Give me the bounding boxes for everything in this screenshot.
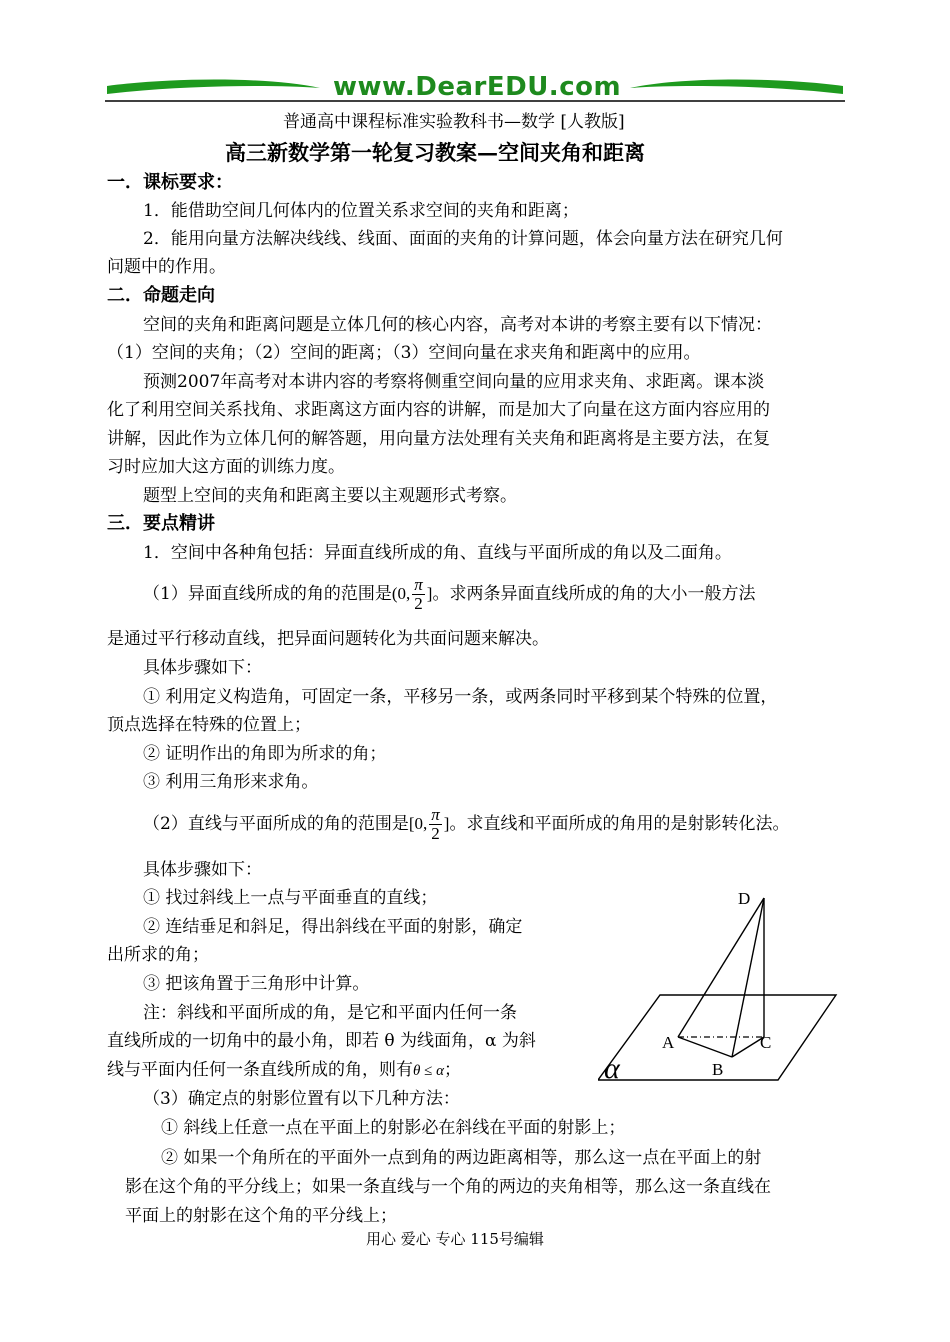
paragraph: （1）空间的夹角；（2）空间的距离；（3）空间向量在求夹角和距离中的应用。: [107, 343, 701, 363]
series-line: 普通高中课程标准实验教科书—数学 [人教版]: [283, 112, 625, 132]
interval-open: [0,: [408, 814, 428, 833]
item-2-text-post: 。求直线和平面所成的角用的是射影转化法。: [449, 814, 790, 834]
plane-angle-figure: [598, 880, 858, 1090]
label-B: B: [712, 1060, 724, 1079]
label-A: A: [662, 1033, 675, 1052]
step: ① 利用定义构造角，可固定一条，平移另一条，或两条同时平移到某个特殊的位置，: [143, 687, 778, 707]
paragraph: 具体步骤如下：: [143, 860, 262, 880]
note-end: ；: [443, 1060, 461, 1080]
theta-le-alpha: θ ≤ α: [413, 1063, 444, 1079]
paragraph: 空间的夹角和距离问题是立体几何的核心内容，高考对本讲的考察主要有以下情况：: [143, 315, 772, 335]
step: ① 找过斜线上一点与平面垂直的直线；: [143, 888, 438, 908]
label-D: D: [738, 889, 751, 908]
step: 顶点选择在特殊的位置上；: [107, 715, 311, 735]
page-title: 高三新数学第一轮复习教案—空间夹角和距离: [225, 140, 645, 165]
header-logo: [105, 72, 845, 108]
paragraph: 问题中的作用。: [107, 257, 226, 277]
page-footer: 用心 爱心 专心 115号编辑: [366, 1230, 544, 1248]
interval-open: (0,: [391, 584, 411, 603]
fraction-denominator: 2: [414, 594, 423, 613]
item-1-line: [143, 574, 755, 614]
segment-AB: [678, 1037, 732, 1057]
section-heading-2: 二．命题走向: [107, 285, 215, 306]
pi-over-2-fraction: [412, 576, 425, 613]
paragraph: 讲解，因此作为立体几何的解答题，用向量方法处理有关夹角和距离将是主要方法，在复: [107, 429, 770, 449]
paragraph: 预测2007年高考对本讲内容的考察将侧重空间向量的应用求夹角、求距离。课本淡: [143, 372, 765, 392]
method: ② 如果一个角所在的平面外一点到角的两边距离相等，那么这一点在平面上的射: [161, 1148, 762, 1168]
label-C: C: [760, 1033, 772, 1052]
item-2-text: （2）直线与平面所成的角的范围是: [143, 814, 409, 834]
paragraph: 2．能用向量方法解决线线、线面、面面的夹角的计算问题，体会向量方法在研究几何: [143, 229, 783, 249]
note-text: 线与平面内任何一条直线所成的角，则有: [107, 1060, 413, 1080]
paragraph: 具体步骤如下：: [143, 658, 262, 678]
paragraph: （3）确定点的射影位置有以下几种方法：: [143, 1089, 460, 1109]
section-heading-3: 三．要点精讲: [107, 513, 215, 534]
note: 注：斜线和平面所成的角，是它和平面内任何一条: [143, 1003, 517, 1023]
fraction-denominator: 2: [431, 824, 440, 843]
pi-over-2-fraction: [429, 806, 442, 843]
step: ② 证明作出的角即为所求的角；: [143, 744, 387, 764]
label-alpha: α: [604, 1052, 620, 1085]
segment-DA: [678, 898, 764, 1037]
paragraph: 1．能借助空间几何体内的位置关系求空间的夹角和距离；: [143, 201, 579, 221]
item-2-line: [143, 804, 789, 844]
interval-close: ]: [426, 584, 433, 603]
item-1-text: （1）异面直线所成的角的范围是: [143, 584, 392, 604]
step: ③ 利用三角形来求角。: [143, 772, 319, 792]
paragraph: 题型上空间的夹角和距离主要以主观题形式考察。: [143, 486, 517, 506]
fraction-numerator: π: [414, 575, 423, 594]
step: ③ 把该角置于三角形中计算。: [143, 974, 370, 994]
note-line-3: [107, 1059, 461, 1082]
step: 出所求的角；: [107, 945, 209, 965]
paragraph: 是通过平行移动直线，把异面问题转化为共面问题来解决。: [107, 629, 549, 649]
logo-text: www.DearEDU.com: [333, 72, 622, 102]
fraction-numerator: π: [431, 805, 440, 824]
section-heading-1: 一．课标要求：: [107, 172, 233, 193]
method: 影在这个角的平分线上；如果一条直线与一个角的两边的夹角相等，那么这一条直线在: [125, 1177, 771, 1197]
interval-close: ]: [443, 814, 450, 833]
note: 直线所成的一切角中的最小角，即若 θ 为线面角，α 为斜: [107, 1031, 536, 1051]
paragraph: 化了利用空间关系找角、求距离这方面内容的讲解，而是加大了向量在这方面内容应用的: [107, 400, 770, 420]
item-1-text-post: 。求两条异面直线所成的角的大小一般方法: [432, 584, 756, 604]
method: ① 斜线上任意一点在平面上的射影必在斜线在平面的射影上；: [161, 1118, 626, 1138]
step: ② 连结垂足和斜足，得出斜线在平面的射影，确定: [143, 917, 523, 937]
paragraph: 1．空间中各种角包括：异面直线所成的角、直线与平面所成的角以及二面角。: [143, 543, 732, 563]
paragraph: 习时应加大这方面的训练力度。: [107, 457, 345, 477]
method: 平面上的射影在这个角的平分线上；: [125, 1206, 397, 1226]
